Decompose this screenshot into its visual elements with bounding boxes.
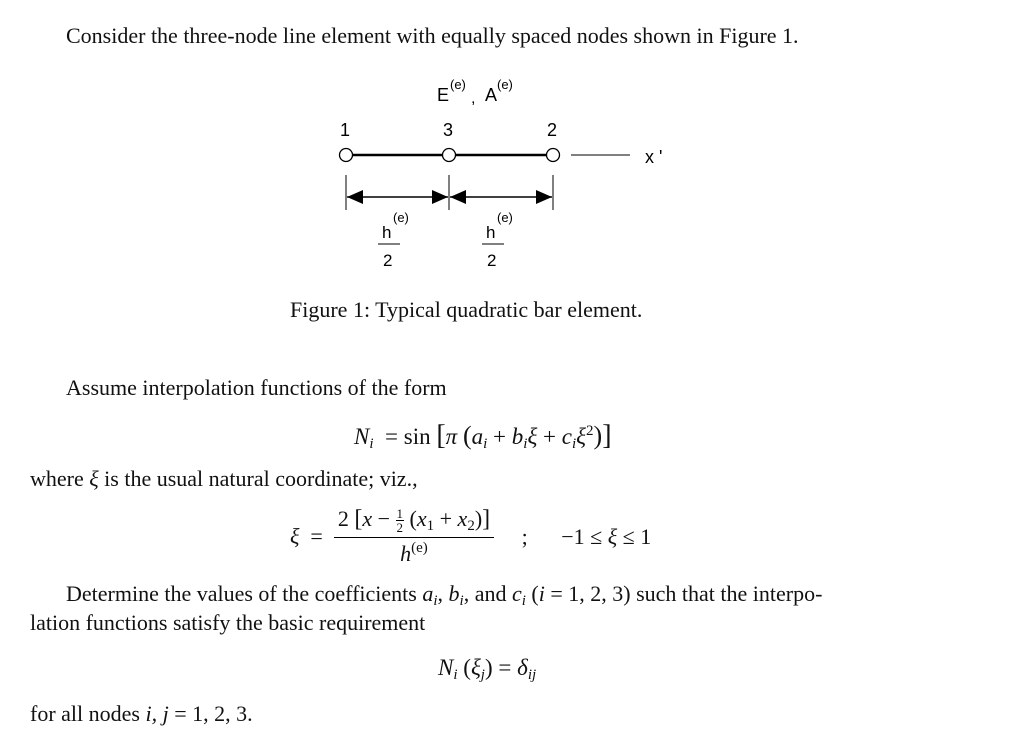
dim-right-numerator: h <box>486 223 496 242</box>
final-vars: i, j <box>145 701 169 726</box>
determine-text-1: Determine the values of the coefficients <box>66 581 417 606</box>
assume-text: Assume interpolation functions of the form <box>66 375 447 400</box>
comma: , <box>471 90 476 107</box>
bar-element-diagram <box>0 60 1024 280</box>
dim-left-denominator: 2 <box>383 251 393 270</box>
arrowhead-right-a <box>450 190 466 204</box>
arrowhead-right-b <box>536 190 552 204</box>
final-text-1: for all nodes <box>30 701 140 726</box>
dim-left-numerator: h <box>382 223 392 242</box>
E-label: E <box>437 85 450 105</box>
A-label: A <box>485 85 498 105</box>
x-axis-label: x ' <box>645 147 663 167</box>
figure-caption: Figure 1: Typical quadratic bar element. <box>290 297 643 322</box>
final-text-2: = 1, 2, 3. <box>174 701 253 726</box>
where-text-1: where <box>30 466 84 491</box>
intro-text: Consider the three-node line element with equally spaced nodes shown in Figure 1. <box>66 23 799 48</box>
node-3-circle <box>443 149 456 162</box>
node-2-circle <box>547 149 560 162</box>
xi-symbol: ξ <box>89 466 99 491</box>
node-label-1: 1 <box>340 120 351 140</box>
determine-text-2: and <box>474 581 507 606</box>
E-sup: (e) <box>450 77 466 92</box>
where-text <box>30 466 418 492</box>
figure-1 <box>0 60 1024 280</box>
dim-right-sup: (e) <box>497 210 513 225</box>
determine-text-line2: lation functions satisfy the basic requirement <box>30 610 426 635</box>
dim-left-sup: (e) <box>393 210 409 225</box>
equation-natural-coordinate: ξ = 2 [x − $\frac{1}{2}$ $(x_1 + x_2)$] $h^{(e)}$ ; −1 ≤ ξ ≤ 1 <box>290 506 652 566</box>
node-label-2: 2 <box>547 120 558 140</box>
node-1-circle <box>340 149 353 162</box>
arrowhead-left-a <box>347 190 363 204</box>
equation-interpolation: $N_i = \sin [\pi$ $(a_i + b_i\xi + c_i\xi^2)$] <box>354 420 612 452</box>
dim-right-denominator: 2 <box>487 251 497 270</box>
final-text <box>30 701 253 727</box>
A-sup: (e) <box>497 77 513 92</box>
node-label-3: 3 <box>443 120 454 140</box>
determine-text-line1: Determine the values of the coefficients $a_i$, $b_i$, and $c_i$ (i = 1, 2, 3) such that the interpo- <box>66 581 823 609</box>
where-text-2: is the usual natural coordinate; viz., <box>104 466 418 491</box>
equation-kronecker: $N_i$ $(\xi_j) = \delta_{ij}$ <box>438 655 537 683</box>
arrowhead-left-b <box>432 190 448 204</box>
